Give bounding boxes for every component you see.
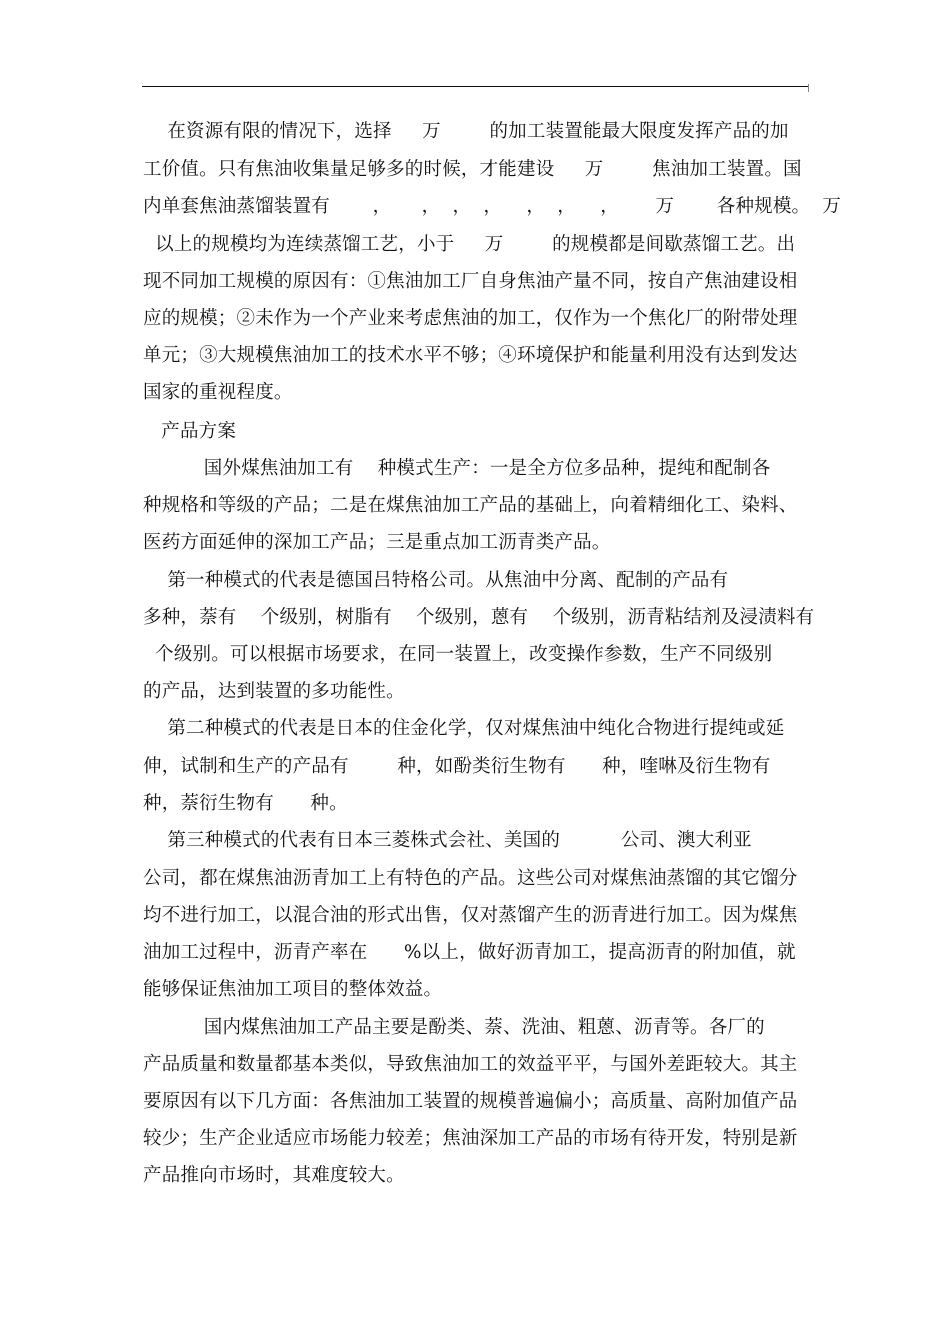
- header-rule-end-mark: [808, 84, 809, 92]
- text-line: 国外煤焦油加工有 种模式生产：一是全方位多品种，提纯和配制各: [143, 458, 771, 479]
- text-line: 较少；生产企业适应市场能力较差；焦油深加工产品的市场有待开发，特别是新: [143, 1128, 798, 1149]
- text-line: 内单套焦油蒸馏装置有 ， ， ， ， ， ， ， 万 各种规模。 万: [143, 196, 842, 217]
- text-line: 在资源有限的情况下，选择 万 的加工装置能最大限度发挥产品的加: [143, 121, 789, 142]
- text-line: 国内煤焦油加工产品主要是酚类、萘、洗油、粗蒽、沥青等。各厂的: [143, 1017, 765, 1038]
- text-line: 多种，萘有 个级别，树脂有 个级别，蒽有 个级别，沥青粘结剂及浸渍料有: [143, 607, 815, 628]
- text-line: 医药方面延伸的深加工产品；三是重点加工沥青类产品。: [143, 532, 611, 553]
- text-line: 应的规模；②未作为一个产业来考虑焦油的加工，仅作为一个焦化厂的附带处理: [143, 308, 798, 329]
- text-line: 单元；③大规模焦油加工的技术水平不够；④环境保护和能量利用没有达到发达: [143, 345, 798, 366]
- header-rule: [142, 86, 809, 87]
- text-line: 能够保证焦油加工项目的整体效益。: [143, 979, 443, 1000]
- text-line: 以上的规模均为连续蒸馏工艺，小于 万 的规模都是间歇蒸馏工艺。出: [143, 234, 796, 255]
- text-line: 工价值。只有焦油收集量足够多的时候，才能建设 万 焦油加工装置。国: [143, 159, 802, 180]
- text-line: 第一种模式的代表是德国吕特格公司。从焦油中分离、配制的产品有: [143, 570, 729, 591]
- text-line: 种，萘衍生物有 种。: [143, 793, 348, 814]
- text-line: 第二种模式的代表是日本的住金化学，仅对煤焦油中纯化合物进行提纯或延: [143, 718, 785, 739]
- text-line: 产品质量和数量都基本类似，导致焦油加工的效益平平，与国外差距较大。其主: [143, 1054, 798, 1075]
- text-line: 现不同加工规模的原因有：①焦油加工厂自身焦油产量不同，按自产焦油建设相: [143, 271, 798, 292]
- text-line: 要原因有以下几方面：各焦油加工装置的规模普遍偏小；高质量、高附加值产品: [143, 1091, 798, 1112]
- text-line: 第三种模式的代表有日本三菱株式会社、美国的 公司、澳大利亚: [143, 830, 752, 851]
- section-heading: 产品方案: [143, 421, 237, 442]
- text-line: 国家的重视程度。: [143, 382, 293, 403]
- text-line: 伸，试制和生产的产品有 种，如酚类衍生物有 种，喹啉及衍生物有: [143, 756, 771, 777]
- text-line: 油加工过程中，沥青产率在 %以上，做好沥青加工，提高沥青的附加值，就: [143, 942, 796, 963]
- text-line: 的产品，达到装置的多功能性。: [143, 681, 405, 702]
- text-line: 均不进行加工，以混合油的形式出售，仅对蒸馏产生的沥青进行加工。因为煤焦: [143, 905, 798, 926]
- text-line: 产品推向市场时，其难度较大。: [143, 1165, 405, 1186]
- text-line: 个级别。可以根据市场要求，在同一装置上，改变操作参数，生产不同级别: [143, 644, 773, 665]
- text-line: 种规格和等级的产品；二是在煤焦油加工产品的基础上，向着精细化工、染料、: [143, 495, 798, 516]
- text-line: 公司，都在煤焦油沥青加工上有特色的产品。这些公司对煤焦油蒸馏的其它馏分: [143, 868, 798, 889]
